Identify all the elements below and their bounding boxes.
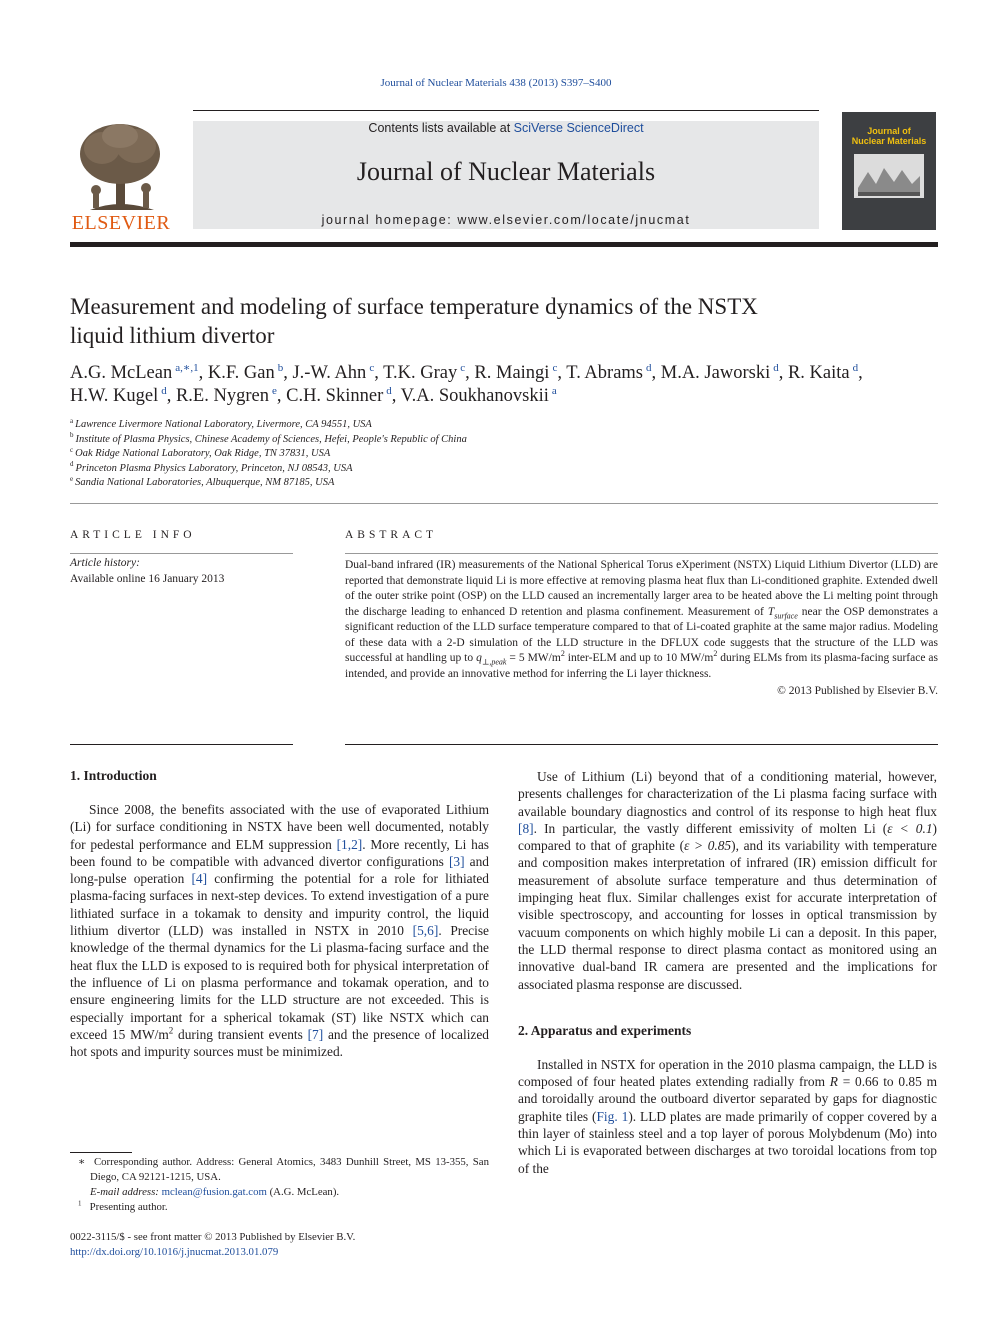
affiliation-text: Oak Ridge National Laboratory, Oak Ridge, TN 37831, USA: [75, 448, 331, 459]
author-name: J.-W. Ahn: [292, 363, 367, 383]
affiliation-item: [70, 447, 938, 462]
issn-line: 0022-3115/$ - see front matter © 2013 Published by Elsevier B.V.: [70, 1231, 356, 1243]
author-name: A.G. McLean: [70, 363, 173, 383]
abstract-heading: ABSTRACT: [345, 529, 438, 541]
affiliation-key: a: [70, 416, 74, 425]
affiliation-key: e: [70, 474, 74, 483]
journal-citation[interactable]: Journal of Nuclear Materials 438 (2013) S397–S400: [380, 77, 612, 89]
affiliation-item: [70, 418, 938, 433]
ref-4[interactable]: [4]: [191, 871, 208, 887]
author-separator: ,: [557, 363, 567, 383]
journal-homepage[interactable]: journal homepage: www.elsevier.com/locate/jnucmat: [321, 213, 691, 227]
author-affiliation-marker[interactable]: b: [277, 361, 284, 374]
affiliation-item: [70, 433, 938, 448]
title-line1: Measurement and modeling of surface temperature dynamics of the NSTX: [70, 294, 758, 319]
author-separator: ,: [198, 363, 208, 383]
affiliation-key: d: [70, 460, 74, 468]
article-title: [70, 292, 938, 350]
header-rule: [193, 110, 819, 111]
intro-paragraph-2: Use of Lithium (Li) beyond that of a conditioning material, however, presents challenges for characterization of the Li plasma facing surface with available boundary diagnostics and control of its response to high heat flux [8]. In particular, the vastly different emissivity of molten Li (ε < 0.1) compared to that of graphite (ε > 0.85), and its variability with temperature and composition makes interpretation of infrared (IR) emission difficult for measurement of absolute surface temperature and thus determination of impinging heat flux. Similar challenges exist for accurate interpretation of visible spectroscopy, and accounting for losses in optical transmission by vacuum components on which highly mobile Li can a deposit. In this paper, the LLD thermal response to direct plasma contact as monitored using an innovative dual-band IR camera are presented and the implications for associated plasma response are discussed.: [518, 769, 937, 992]
author-affiliation-marker[interactable]: d: [852, 361, 859, 374]
affiliation-item: [70, 462, 938, 477]
elsevier-logo: [70, 118, 172, 234]
affiliation-item: [70, 476, 938, 491]
author-affiliation-marker[interactable]: c: [369, 361, 375, 374]
author-affiliation-marker[interactable]: e: [271, 384, 277, 397]
author-name: R. Maingi: [474, 363, 550, 383]
publisher-name: ELSEVIER: [71, 212, 171, 234]
author-name: C.H. Skinner: [286, 386, 384, 406]
sciencedirect-link[interactable]: SciVerse ScienceDirect: [513, 121, 644, 135]
author-affiliation-marker[interactable]: a: [551, 384, 557, 397]
authors-line2: [70, 385, 938, 408]
article-history-label: Article history:: [70, 557, 140, 569]
intro-paragraph-1: Since 2008, the benefits associated with the use of evaporated Lithium (Li) for surface conditioning in NSTX have been well documented, notably for pedestal performance and ELM suppression [1,2]. More recently, Li has been found to be compatible with advanced divertor configurations [3] and long-pulse operation [4] confirming the potential for a role for lithiated plasma-facing surfaces in next-step devices. To extend investigation of a pure lithiated surface in a tokamak to density and impurity control, the liquid lithium divertor (LLD) was installed in NSTX in 2010 [5,6]. Precise knowledge of the thermal dynamics for the Li plasma-facing surface and the heat flux the LLD is exposed to is required both for physical interpretation of the influence of Li on plasma performance and tokamak operation, and to ensure engineering limits for the LLD structure are not exceeded. This is especially important for a spherical tokamak (ST) like NSTX which can exceed 15 $MW/m^2$ during transient events [7] and the presence of localized hot spots and impurity sources must be minimized.: [70, 802, 490, 1060]
journal-name: Journal of Nuclear Materials: [356, 157, 656, 186]
author-affiliation-marker[interactable]: d: [773, 361, 779, 374]
abstract-text: Dual-band infrared (IR) measurements of the National Spherical Torus eXperiment (NSTX) Liquid Lithium Divertor (LLD) are reported that demonstrate liquid Li is more effective at removing plasma heat flux than Li-conditioned graphite. Extended dwell of the outer strike point (OSP) on the LLD caused an incrementally larger area to be heated above the Li melting point through the discharge leading to enhanced D retention and plasma confinement. Measurement of $T_{surface}$ near the OSP demonstrates a significant reduction of the LLD surface temperature compared to that of Li-coated graphite at the same major radius. Modeling of these data with a 2-D simulation of the LLD structure in the DFLUX code suggests that the structure of the LLD was successful at handling up to $q_{\perp,peak} = 5$ $MW/m^2$ inter-ELM and up to 10 $MW/m^2$ during ELMs from its plasma-facing surface as intended, and provide an innovative method for inferring the Li layer thickness.: [345, 559, 938, 680]
doi-link[interactable]: http://dx.doi.org/10.1016/j.jnucmat.2013.01.079: [70, 1245, 279, 1258]
author-name: K.F. Gan: [207, 363, 275, 383]
author-separator: ,: [374, 363, 384, 383]
author-affiliation-marker[interactable]: d: [386, 384, 392, 397]
ref-5-6[interactable]: [5,6]: [412, 923, 439, 939]
ref-1-2[interactable]: [1,2]: [336, 836, 363, 852]
cover-figure-icon: [854, 154, 924, 198]
ref-7[interactable]: [7]: [307, 1026, 324, 1042]
section-2-heading: 2. Apparatus and experiments: [518, 1022, 692, 1038]
author-name: H.W. Kugel: [70, 386, 159, 406]
cover-title-line1: Journal of: [867, 126, 911, 136]
affiliation-key: b: [70, 431, 74, 439]
abstract-rule: [345, 553, 938, 554]
author-list: [70, 362, 938, 408]
corresponding-footnote: ∗ Corresponding author. Address: General Atomics, 3483 Dunhill Street, MS 13-355, San Diego, CA 92121-1215, USA.: [78, 1156, 489, 1183]
article-info-rule: [70, 553, 293, 554]
author-name: R.E. Nygren: [175, 386, 269, 406]
affiliation-text: Institute of Plasma Physics, Chinese Academy of Sciences, Hefei, People's Republic of China: [75, 433, 467, 445]
author-name: V.A. Soukhanovskii: [400, 386, 549, 406]
author-affiliation-marker[interactable]: c: [460, 361, 466, 374]
title-line2: liquid lithium divertor: [70, 323, 275, 348]
article-info-heading: ARTICLE INFO: [70, 529, 196, 541]
authors-line1: [70, 362, 938, 385]
author-separator: ,: [778, 363, 788, 383]
apparatus-paragraph-1: Installed in NSTX for operation in the 2010 plasma campaign, the LLD is composed of four heated plates extending radially from R = 0.66 to 0.85 m and toroidally around the outboard divertor separated by gaps for diagnostic graphite tiles (Fig. 1). LLD plates are made primarily of copper covered by a thin layer of stainless steel and a top layer of porous Molybdenum (Mo) into which Li is evaporated between discharges at two toroidal locations from top of the: [518, 1056, 938, 1176]
affiliation-list: [70, 418, 938, 491]
available-online: Available online 16 January 2013: [70, 572, 225, 585]
abstract-bottom-rule: [345, 744, 938, 745]
affiliation-text: Lawrence Livermore National Laboratory, Livermore, CA 94551, USA: [75, 419, 372, 430]
header-thick-rule: [70, 242, 938, 247]
affiliation-key: c: [70, 445, 74, 454]
author-separator: ,: [858, 363, 863, 383]
author-affiliation-marker[interactable]: c: [552, 361, 558, 374]
affiliation-text: Sandia National Laboratories, Albuquerque, NM 87185, USA: [75, 477, 335, 488]
email-footnote: E-mail address: mclean@fusion.gat.com (A.G. McLean).: [90, 1186, 340, 1198]
email-link[interactable]: mclean@fusion.gat.com: [161, 1186, 267, 1198]
contents-line: [193, 121, 819, 135]
journal-cover: [842, 112, 936, 230]
footnotes: [70, 1155, 489, 1215]
fig-1-link[interactable]: Fig. 1: [596, 1108, 629, 1124]
author-name: M.A. Jaworski: [660, 363, 771, 383]
copyright: © 2013 Published by Elsevier B.V.: [777, 685, 938, 697]
author-separator: ,: [465, 363, 475, 383]
author-affiliation-marker[interactable]: d: [646, 361, 652, 374]
author-separator: ,: [391, 386, 401, 406]
article-identifiers: [70, 1230, 570, 1259]
author-name: R. Kaita: [787, 363, 850, 383]
contents-prefix: Contents lists available at: [368, 121, 514, 135]
author-separator: ,: [166, 386, 176, 406]
footnote-rule: [70, 1152, 132, 1153]
author-affiliation-marker[interactable]: d: [161, 384, 167, 397]
ref-8[interactable]: [8]: [518, 820, 534, 836]
cover-title-line2: Nuclear Materials: [851, 136, 927, 146]
cover-image: [854, 154, 924, 198]
author-name: T.K. Gray: [383, 363, 458, 383]
ref-3[interactable]: [3]: [448, 853, 465, 869]
article-info-bottom-rule: [70, 744, 293, 745]
affiliation-rule: [70, 503, 938, 504]
author-separator: ,: [276, 386, 287, 406]
affiliation-text: Princeton Plasma Physics Laboratory, Princeton, NJ 08543, USA: [75, 462, 353, 474]
presenting-footnote: $^1$ Presenting author.: [78, 1199, 168, 1213]
author-name: T. Abrams: [566, 363, 643, 383]
author-separator: ,: [283, 363, 293, 383]
author-separator: ,: [651, 363, 661, 383]
section-1-heading: 1. Introduction: [70, 768, 157, 783]
author-affiliation-marker[interactable]: a,∗,1: [175, 361, 199, 374]
